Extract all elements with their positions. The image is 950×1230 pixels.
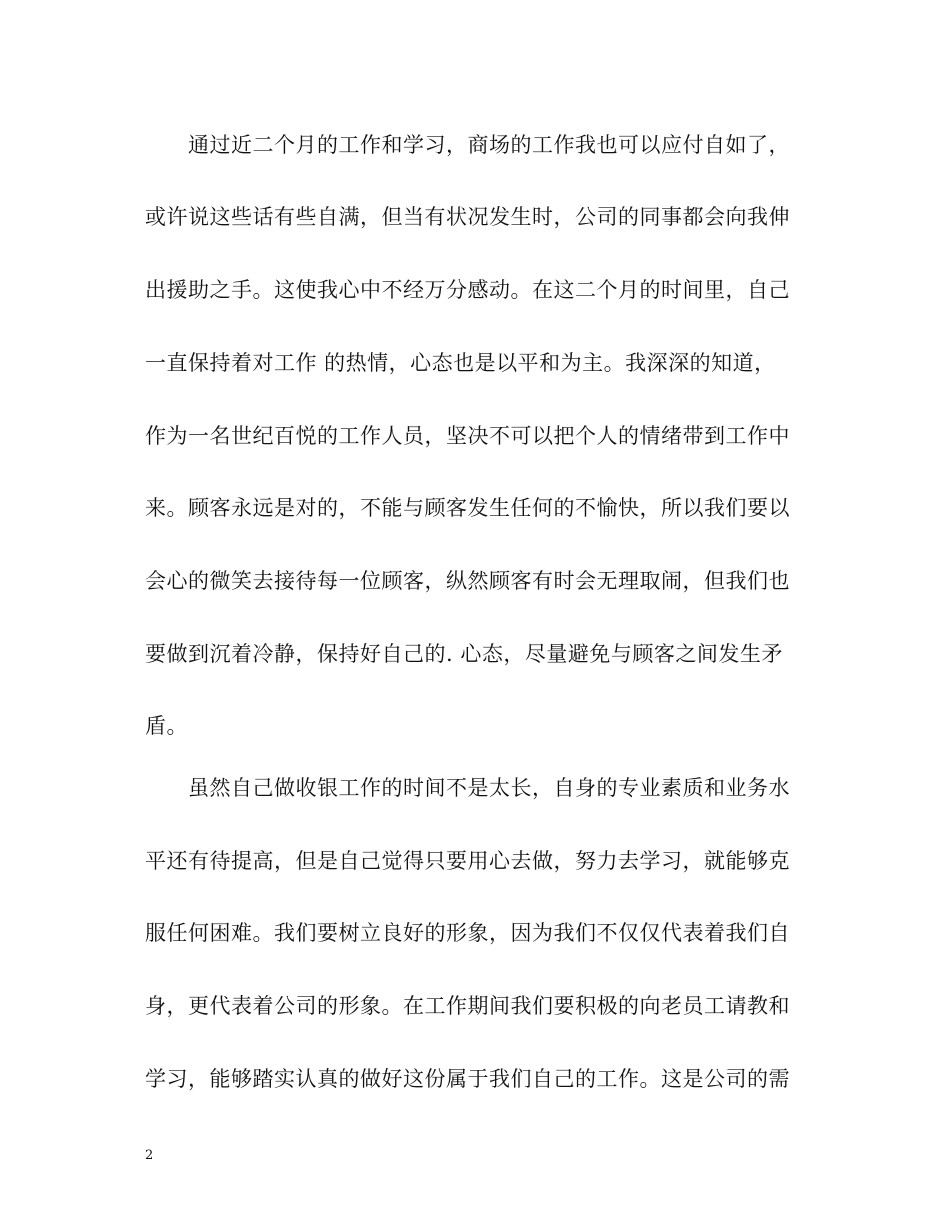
paragraph-1-line-5: 作为一名世纪百悦的工作人员，坚决不可以把个人的情绪带到工作中: [145, 424, 790, 448]
paragraph-1-line-8: 要做到沉着冷静，保持好自己的. 心态，尽量避免与顾客之间发生矛: [145, 642, 783, 666]
paragraph-1-line-6: 来。顾客永远是对的，不能与顾客发生任何的不愉快，所以我们要以: [145, 496, 790, 520]
paragraph-1-line-1: 通过近二个月的工作和学习，商场的工作我也可以应付自如了，: [188, 133, 790, 157]
page-number: 2: [145, 1148, 154, 1163]
paragraph-1-line-9: 盾。: [145, 714, 188, 738]
paragraph-1-line-3: 出援助之手。这使我心中不经万分感动。在这二个月的时间里，自己: [145, 278, 790, 302]
paragraph-1-line-4: 一直保持着对工作 的热情，心态也是以平和为主。我深深的知道，: [145, 351, 776, 375]
paragraph-2-line-1: 虽然自己做收银工作的时间不是太长，自身的专业素质和业务水: [188, 776, 790, 800]
paragraph-2-line-3: 服任何困难。我们要树立良好的形象，因为我们不仅仅代表着我们自: [145, 921, 790, 945]
paragraph-2-line-4: 身，更代表着公司的形象。在工作期间我们要积极的向老员工请教和: [145, 994, 790, 1018]
paragraph-2-line-2: 平还有待提高，但是自己觉得只要用心去做，努力去学习，就能够克: [145, 849, 790, 873]
paragraph-2-line-5: 学习，能够踏实认真的做好这份属于我们自己的工作。这是公司的需: [145, 1067, 790, 1091]
paragraph-1-line-7: 会心的微笑去接待每一位顾客，纵然顾客有时会无理取闹，但我们也: [145, 569, 790, 593]
paragraph-1-line-2: 或许说这些话有些自满，但当有状况发生时，公司的同事都会向我伸: [145, 205, 790, 229]
